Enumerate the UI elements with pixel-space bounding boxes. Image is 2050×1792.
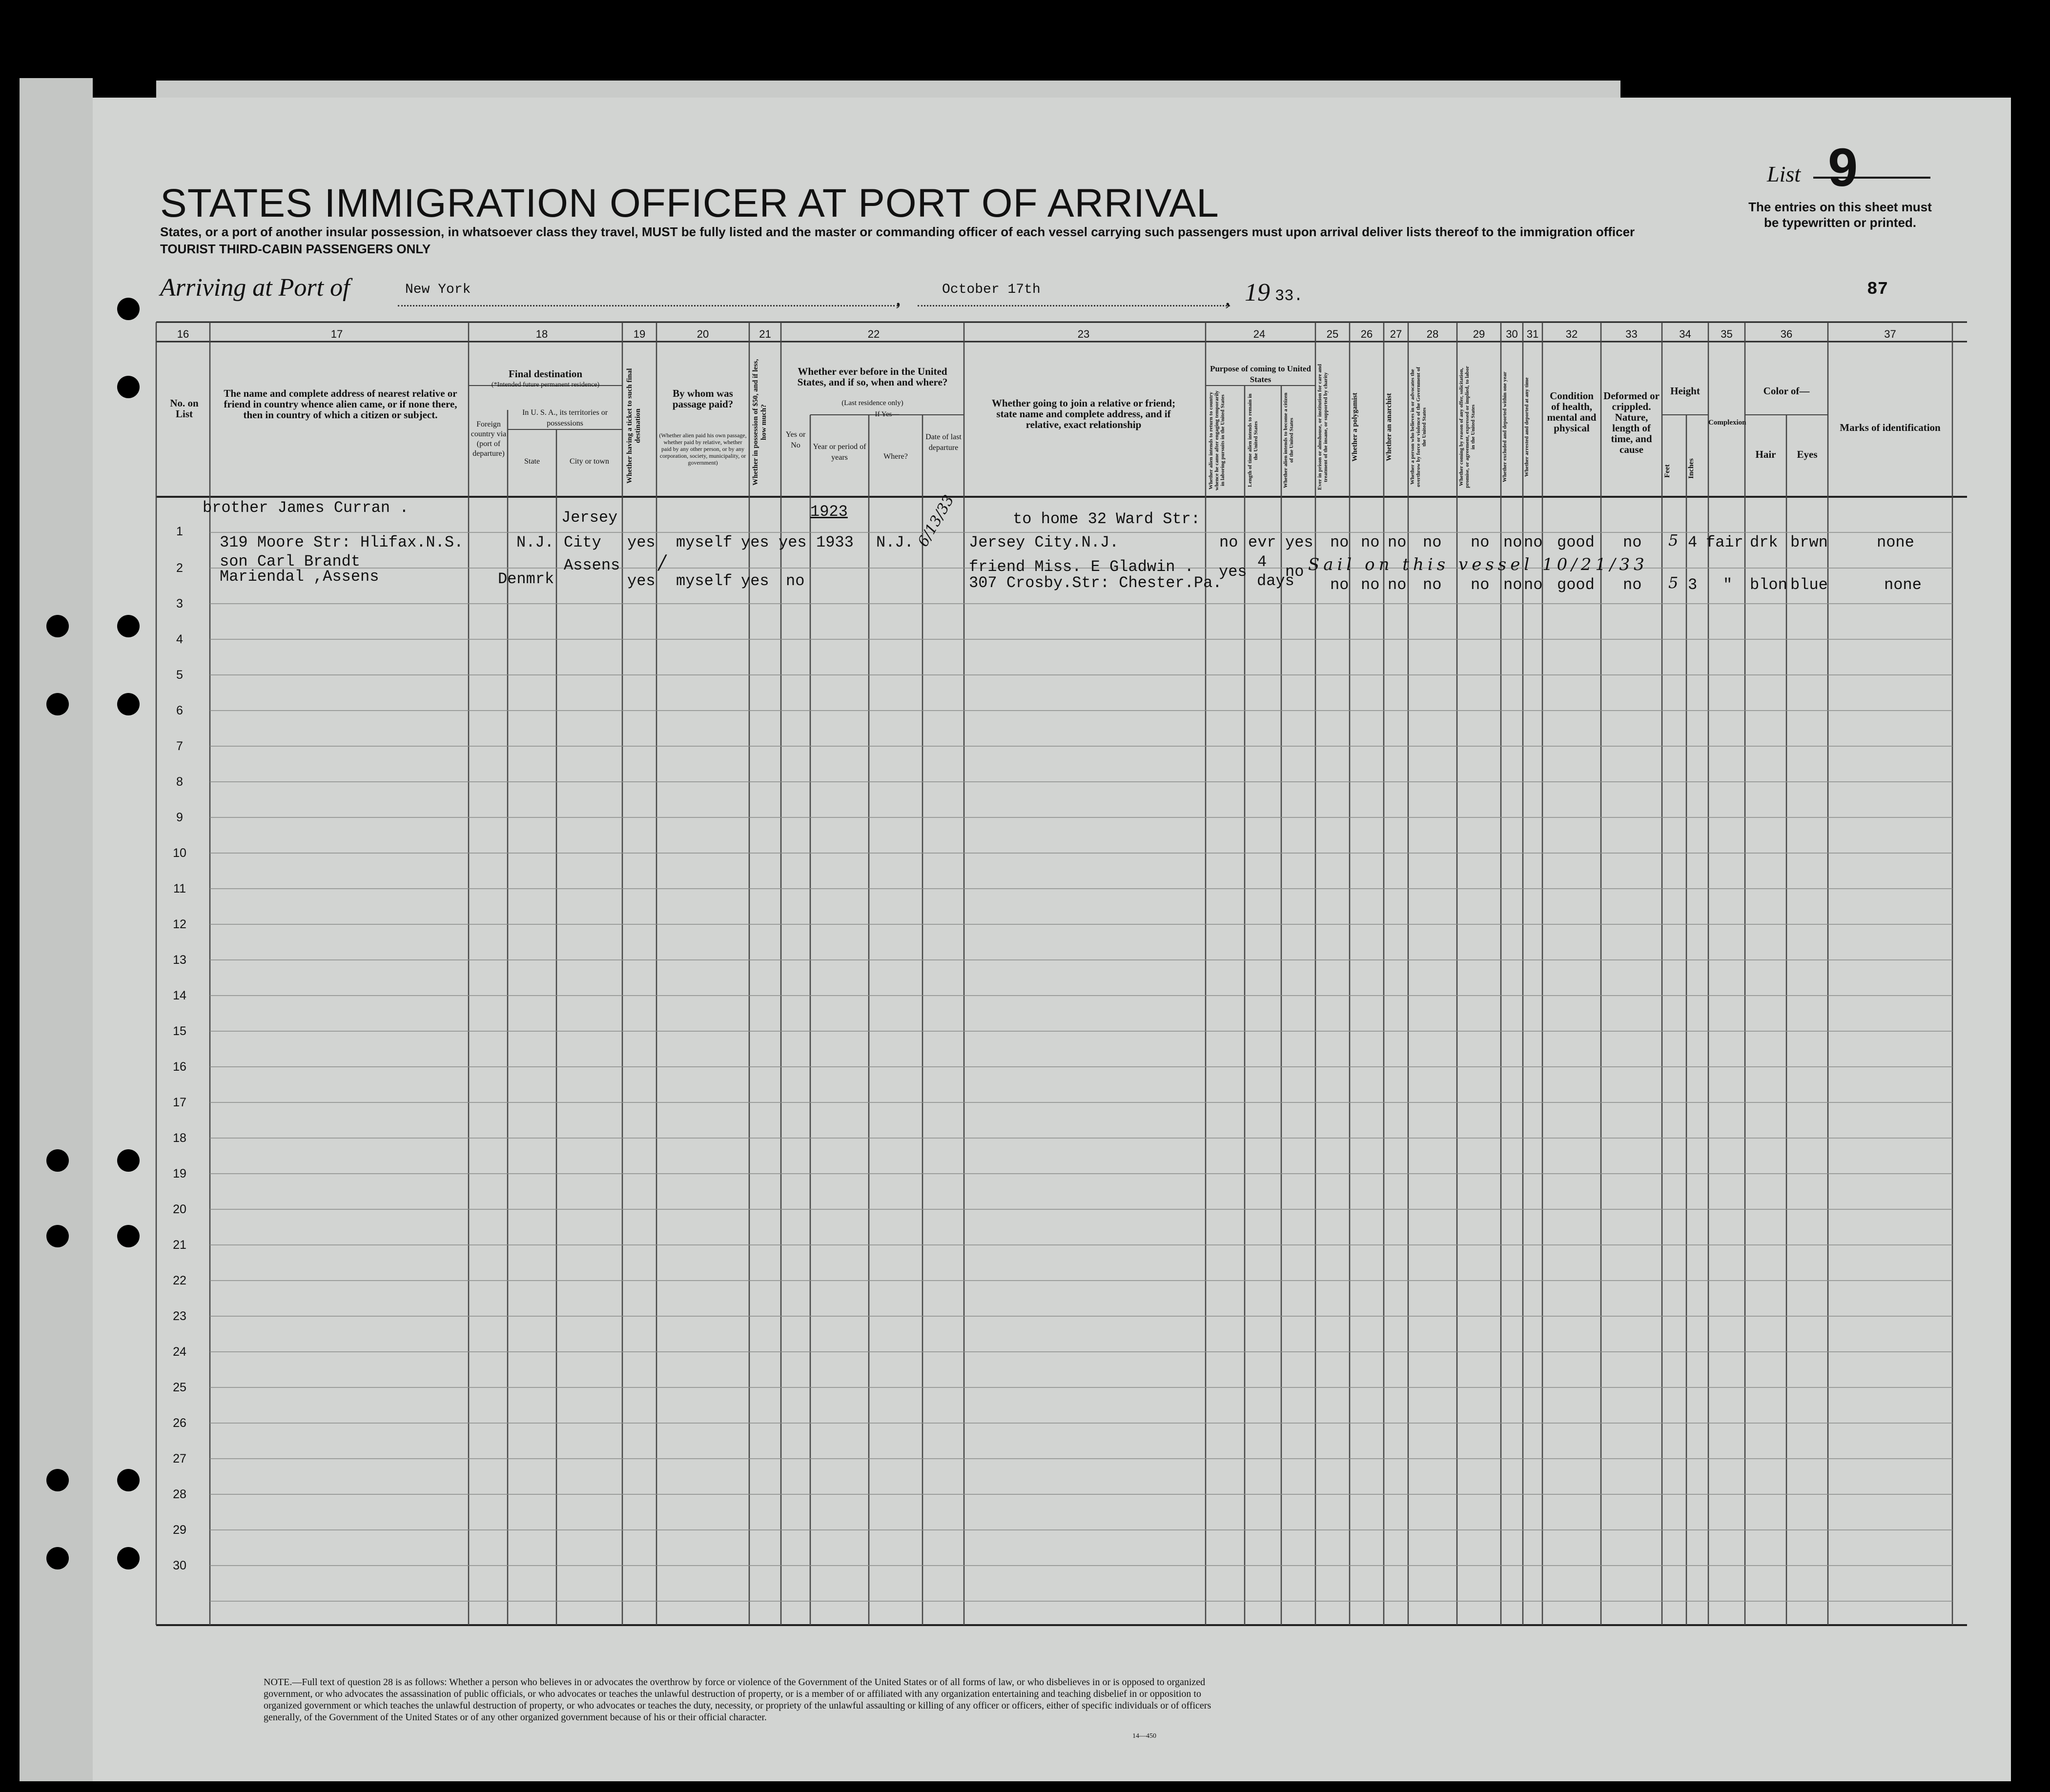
column-number: 16 xyxy=(177,328,189,340)
row-number: 27 xyxy=(173,1452,186,1466)
column-number: 20 xyxy=(697,328,709,340)
foreign-country-value: Denmrk xyxy=(498,570,554,588)
header-usa-territories: In U. S. A., its territories or possessions xyxy=(522,408,608,428)
height-feet-value: 5 xyxy=(1668,531,1679,550)
column-number: 22 xyxy=(867,328,880,340)
health-value: good xyxy=(1557,576,1595,594)
destination-city: City xyxy=(564,533,601,551)
arrival-date: October 17th xyxy=(942,282,1041,297)
header-hair: Hair xyxy=(1755,448,1776,460)
has-50-value: yes xyxy=(741,572,769,590)
q28-value: no xyxy=(1423,533,1442,551)
prison-value: no xyxy=(1330,576,1349,594)
page-subtitle-class: TOURIST THIRD-CABIN PASSENGERS ONLY xyxy=(160,242,431,256)
page-number: 87 xyxy=(1867,279,1888,299)
row-number: 12 xyxy=(173,917,186,931)
eyes-value: blue xyxy=(1790,576,1828,594)
polygamist-value: no xyxy=(1361,576,1380,594)
row-number: 2 xyxy=(176,561,183,575)
column-number: 17 xyxy=(330,328,343,340)
q30-value: no xyxy=(1503,576,1522,594)
length-stay-value: evr xyxy=(1248,533,1276,551)
column-number: 25 xyxy=(1326,328,1339,340)
row-number: 21 xyxy=(173,1238,186,1252)
header-foreign-country: Foreign country via (port of departure) xyxy=(471,420,507,458)
header-purpose: Purpose of coming to United States xyxy=(1210,364,1311,384)
header-height: Height xyxy=(1670,385,1700,397)
header-state: State xyxy=(524,457,540,466)
joining-value: to home 32 Ward Str: xyxy=(1013,510,1201,528)
header-passage-paid: By whom was passage paid? xyxy=(672,387,734,410)
paid-by-value: myself xyxy=(676,533,733,551)
hair-value: blon xyxy=(1750,576,1787,594)
hair-value: drk xyxy=(1750,533,1778,551)
header-health: Condition of health, mental and physical xyxy=(1547,390,1597,434)
column-number: 31 xyxy=(1526,328,1539,340)
health-value: good xyxy=(1557,533,1595,551)
row-number: 17 xyxy=(173,1096,186,1109)
row-number: 10 xyxy=(173,846,186,860)
row-number: 13 xyxy=(173,953,186,967)
q31-value: no xyxy=(1524,576,1543,594)
column-number: 21 xyxy=(759,328,771,340)
header-final-destination-note: (*Intended future permanent residence) xyxy=(491,381,600,388)
joining-value: friend Miss. E Gladwin . xyxy=(969,558,1194,576)
header-before-in-us: Whether ever before in the United States, and if so, when and where? xyxy=(797,366,948,388)
relative-address: 319 Moore Str: Hlifax.N.S. xyxy=(220,533,464,551)
column-number: 34 xyxy=(1679,328,1691,340)
header-complexion: Complexion xyxy=(1708,419,1746,427)
citizen-value: yes xyxy=(1285,533,1313,551)
header-last-departure: Date of last departure xyxy=(925,433,962,452)
page-title: STATES IMMIGRATION OFFICER AT PORT OF ARRIVAL xyxy=(160,181,1219,225)
list-label: List xyxy=(1767,162,1801,186)
row-number: 28 xyxy=(173,1487,186,1501)
column-number: 36 xyxy=(1780,328,1793,340)
header-q31: Whether arrested and deported at any time xyxy=(1524,377,1530,477)
marks-value: none xyxy=(1884,576,1922,594)
q29-value: no xyxy=(1471,576,1490,594)
row-number: 6 xyxy=(176,704,183,717)
before-in-us-value: no xyxy=(786,572,805,590)
year-suffix: 33. xyxy=(1275,287,1303,305)
years-value: 1933 xyxy=(816,533,854,551)
header-prison: Ever in prison or almshouse, or institution for care and treatment of the insane, or supported by charity xyxy=(1317,364,1329,490)
header-city: City or town xyxy=(570,457,609,466)
form-number: 14—450 xyxy=(1132,1732,1156,1740)
footnote-question-28: NOTE.—Full text of question 28 is as follows: Whether a person who believes in or advocates the overthrow by force or violence of the Government of the United States or of all forms of law, or who disbelieves in or is opposed to organized government, or who advocates the assassination of public officials, or who advocates or teaches the unlawful destruction of property, or is a member of or affiliated with any organization entertaining and teaching disbelief in or opposition to organized government or which teaches the unlawful destruction of property, or who advocates or teaches the duty, necessity, or propriety of the unlawful assaulting or killing of any officer or officers, either of specific individuals or of officers generally, of the Government of the United States or of any other organized government because of his or their official character. xyxy=(264,1677,1211,1723)
length-stay-value: 4 xyxy=(1257,553,1267,571)
header-eyes: Eyes xyxy=(1797,448,1818,460)
row-number: 5 xyxy=(176,668,183,682)
header-return-intent: Whether alien intends to return to country whence he came after engaging temporarily in laboring pursuits in the United States xyxy=(1208,390,1226,490)
complexion-value: fair xyxy=(1706,533,1743,551)
column-number: 23 xyxy=(1077,328,1090,340)
relative-name: brother James Curran . xyxy=(203,499,409,517)
header-q30: Whether excluded and deported within one year xyxy=(1502,371,1508,483)
citizen-value: no xyxy=(1285,563,1304,581)
entries-instruction: The entries on this sheet must be typewritten or printed. xyxy=(1748,200,1932,230)
length-stay-value: days xyxy=(1257,572,1294,590)
row-number: 22 xyxy=(173,1274,186,1287)
joining-address: 307 Crosby.Str: Chester.Pa. xyxy=(969,574,1222,592)
header-polygamist: Whether a polygamist xyxy=(1351,392,1359,462)
arriving-label: Arriving at Port of xyxy=(160,274,350,302)
column-number: 19 xyxy=(633,328,646,340)
header-no-on-list: No. on List xyxy=(170,397,199,420)
header-citizen-intent: Whether alien intends to become a citizen of the United States xyxy=(1283,392,1294,489)
port-comma: , xyxy=(896,286,901,310)
before-in-us-value: yes xyxy=(779,533,807,551)
column-number: 24 xyxy=(1253,328,1266,340)
column-number: 30 xyxy=(1506,328,1518,340)
q30-value: no xyxy=(1503,533,1522,551)
row-number: 15 xyxy=(173,1024,186,1038)
handwritten-annotation: Sail on this vessel 10/21/33 xyxy=(1308,555,1648,574)
column-number: 32 xyxy=(1565,328,1578,340)
header-deformed: Deformed or crippled. Nature, length of time, and cause xyxy=(1603,390,1660,455)
row-number: 8 xyxy=(176,775,183,789)
list-number: 9 xyxy=(1828,138,1858,198)
header-marks: Marks of identification xyxy=(1840,422,1941,433)
row-number: 20 xyxy=(173,1202,186,1216)
complexion-value: " xyxy=(1723,576,1733,594)
deformed-value: no xyxy=(1623,576,1642,594)
row-number: 29 xyxy=(173,1523,186,1537)
header-length-stay: Length of time alien intends to remain in the United States xyxy=(1247,393,1259,488)
height-inches-value: 4 xyxy=(1688,533,1698,551)
header-where: Where? xyxy=(883,452,908,461)
q28-value: no xyxy=(1423,576,1442,594)
header-q28: Whether a person who believes in or advocates the overthrow by force or violence of the Government of the United States xyxy=(1410,367,1427,488)
destination-city: Assens xyxy=(564,556,620,574)
header-q29: Whether coming by reason of any offer, solicitation, promise, or agreement, expressed or implied, to labor in the United States xyxy=(1458,366,1476,489)
port-value: New York xyxy=(405,282,471,297)
row-number: 24 xyxy=(173,1345,186,1359)
header-last-residence: (Last residence only) xyxy=(841,399,903,407)
prison-value: no xyxy=(1330,533,1349,551)
column-number: 33 xyxy=(1625,328,1638,340)
header-joining-relative: Whether going to join a relative or friend; state name and complete address, and if relative, exact relationship xyxy=(991,397,1176,430)
row-number: 26 xyxy=(173,1416,186,1430)
row-number: 3 xyxy=(176,597,183,611)
return-intent-value: no xyxy=(1219,533,1238,551)
q29-value: no xyxy=(1471,533,1490,551)
row-number: 19 xyxy=(173,1167,186,1181)
header-feet: Feet xyxy=(1663,464,1671,478)
height-feet-value: 5 xyxy=(1668,573,1679,592)
row-number: 30 xyxy=(173,1559,186,1572)
joining-address: Jersey City.N.J. xyxy=(969,533,1119,551)
destination-city: Jersey xyxy=(561,509,618,527)
years-value: 1923 xyxy=(810,503,848,521)
relative-name: son Carl Brandt xyxy=(220,552,361,570)
column-number: 18 xyxy=(535,328,548,340)
header-if-yes: If Yes— xyxy=(875,410,900,418)
return-intent-value: yes xyxy=(1219,563,1247,581)
header-year-period: Year or period of years xyxy=(813,443,866,462)
anarchist-value: no xyxy=(1388,576,1407,594)
row-number: 11 xyxy=(173,882,186,896)
column-number: 26 xyxy=(1360,328,1373,340)
row-number: 18 xyxy=(173,1131,186,1145)
year-prefix: 19 xyxy=(1245,279,1270,306)
header-ticket: Whether having a ticket to such final destination xyxy=(626,368,642,484)
last-departure-value: 6/13/33 xyxy=(914,492,958,550)
height-inches-value: 3 xyxy=(1688,576,1698,594)
relative-address: Mariendal ,Assens xyxy=(220,568,379,586)
row-number: 9 xyxy=(176,811,183,824)
page-subtitle: States, or a port of another insular possession, in whatsoever class they travel, MUST be fully listed and the master or commanding officer of each vessel carrying such passengers must upon arrival deliver lists thereof to the immigration officer xyxy=(160,224,1635,239)
row-number: 16 xyxy=(173,1060,186,1074)
ticket-value: yes xyxy=(627,533,656,551)
header-final-destination: Final destination xyxy=(508,368,583,380)
deformed-value: no xyxy=(1623,533,1642,551)
has-50-value: yes xyxy=(741,533,769,551)
column-number: 35 xyxy=(1721,328,1733,340)
column-number: 29 xyxy=(1473,328,1485,340)
header-has-50: Whether in possession of $50, and if less, how much? xyxy=(752,359,768,486)
q31-value: no xyxy=(1524,533,1543,551)
header-yes-no: Yes or No xyxy=(785,430,806,449)
header-inches: Inches xyxy=(1687,458,1695,479)
destination-state: N.J. xyxy=(516,533,554,551)
header-passage-paid-note: (Whether alien paid his own passage, whether paid by relative, whether paid by any other person, or by any corporation, society, municipality, or government) xyxy=(659,432,747,466)
column-number: 37 xyxy=(1884,328,1896,340)
row-number: 23 xyxy=(173,1309,186,1323)
polygamist-value: no xyxy=(1361,533,1380,551)
row-number: 7 xyxy=(176,739,183,753)
checkmark: / xyxy=(659,551,666,574)
row-number: 25 xyxy=(173,1381,186,1394)
row-number: 4 xyxy=(176,632,183,646)
paid-by-value: myself xyxy=(676,572,733,590)
header-anarchist: Whether an anarchist xyxy=(1385,393,1393,461)
eyes-value: brwn xyxy=(1790,533,1828,551)
column-number: 28 xyxy=(1426,328,1439,340)
where-value: N.J. xyxy=(876,533,914,551)
date-comma: , xyxy=(1225,286,1230,310)
row-number: 14 xyxy=(173,989,186,1002)
row-number: 1 xyxy=(176,525,183,538)
header-color: Color of— xyxy=(1763,385,1810,397)
header-relative-address: The name and complete address of nearest relative or friend in country whence alien came, or if none there, then in country of which a citizen or subject. xyxy=(224,387,457,421)
column-number: 27 xyxy=(1390,328,1402,340)
anarchist-value: no xyxy=(1388,533,1407,551)
marks-value: none xyxy=(1877,533,1914,551)
ticket-value: yes xyxy=(627,572,656,590)
